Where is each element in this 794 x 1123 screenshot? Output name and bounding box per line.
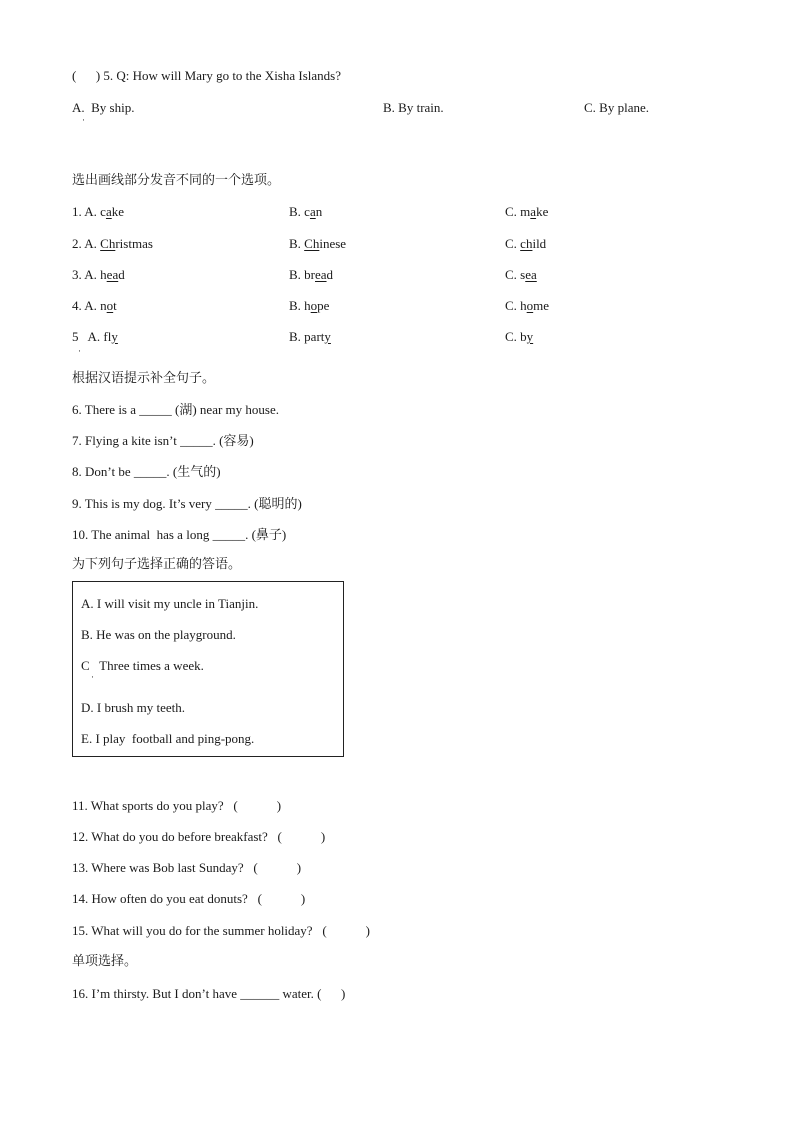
pron-text: C. b bbox=[505, 329, 527, 344]
pron-text: 2. A. bbox=[72, 236, 101, 251]
answer-option-d: D. I brush my teeth. bbox=[81, 700, 185, 715]
dot-mark: · bbox=[91, 672, 94, 682]
underlined-letters: o bbox=[526, 298, 534, 313]
pron-text: 3. A. h bbox=[72, 267, 107, 282]
underlined-letters: a bbox=[105, 204, 112, 219]
pron-text: n bbox=[315, 204, 323, 219]
pron-item-1-c bbox=[505, 204, 548, 220]
underlined-letters: ch bbox=[520, 236, 533, 251]
q5-option-b: B. By train. bbox=[383, 100, 444, 115]
pron-item-3-c bbox=[505, 267, 537, 283]
q5-stem: ( ) 5. Q: How will Mary go to the Xisha Islands? bbox=[72, 68, 341, 83]
pron-text: ristmas bbox=[115, 236, 153, 251]
answer-option-e: E. I play football and ping-pong. bbox=[81, 731, 255, 746]
pron-item-3-a bbox=[72, 267, 125, 283]
pron-item-1-a bbox=[72, 204, 124, 220]
pron-text: ke bbox=[111, 204, 125, 219]
pron-item-5-c bbox=[505, 329, 533, 345]
section-heading-fill: 根据汉语提示补全句子。 bbox=[72, 371, 216, 386]
pron-item-4-b bbox=[289, 298, 329, 314]
pron-text: ild bbox=[532, 236, 547, 251]
underlined-letters: o bbox=[106, 298, 114, 313]
pron-item-4-c bbox=[505, 298, 549, 314]
pron-text: B. br bbox=[289, 267, 315, 282]
pron-text: 1. A. c bbox=[72, 204, 106, 219]
pron-text: ke bbox=[536, 204, 549, 219]
question-13: 13. Where was Bob last Sunday? ( ) bbox=[72, 860, 302, 875]
answer-option-c: C Three times a week. bbox=[81, 658, 204, 673]
section-heading-single: 单项选择。 bbox=[72, 954, 138, 969]
pron-item-4-a bbox=[72, 298, 117, 314]
section-heading-answer: 为下列句子选择正确的答语。 bbox=[72, 557, 242, 572]
pron-item-5-b bbox=[289, 329, 331, 345]
underlined-letters: Ch bbox=[304, 236, 320, 251]
section-heading-pronunciation: 选出画线部分发音不同的一个选项。 bbox=[72, 173, 281, 188]
question-16: 16. I’m thirsty. But I don’t have ______ water. ( ) bbox=[72, 986, 346, 1001]
pron-text: C. h bbox=[505, 298, 527, 313]
dot-mark: · bbox=[82, 115, 85, 125]
pron-text: d bbox=[326, 267, 334, 282]
fill-item-8: 8. Don’t be _____. (生气的) bbox=[72, 464, 221, 479]
pron-item-5-a bbox=[72, 329, 118, 345]
underlined-letters: a bbox=[309, 204, 316, 219]
answer-option-b: B. He was on the playground. bbox=[81, 627, 236, 642]
fill-item-9: 9. This is my dog. It’s very _____. (聪明的) bbox=[72, 496, 302, 511]
dot-mark: · bbox=[78, 346, 81, 356]
pron-item-1-b bbox=[289, 204, 322, 220]
pron-text: 5 A. fl bbox=[72, 329, 112, 344]
underlined-letters: y bbox=[111, 329, 118, 344]
fill-item-10: 10. The animal has a long _____. (鼻子) bbox=[72, 527, 287, 542]
question-15: 15. What will you do for the summer holiday? ( ) bbox=[72, 923, 370, 938]
underlined-letters: ea bbox=[315, 267, 327, 282]
pron-text: me bbox=[533, 298, 550, 313]
pron-item-2-b bbox=[289, 236, 346, 252]
underlined-letters: ea bbox=[106, 267, 119, 282]
q5-option-a: A. By ship. bbox=[72, 100, 135, 115]
pron-text: B. h bbox=[289, 298, 311, 313]
pron-text: B. part bbox=[289, 329, 325, 344]
pron-text: C. m bbox=[505, 204, 531, 219]
pron-text: inese bbox=[319, 236, 347, 251]
question-14: 14. How often do you eat donuts? ( ) bbox=[72, 891, 306, 906]
underlined-letters: Ch bbox=[100, 236, 116, 251]
pron-item-3-b bbox=[289, 267, 333, 283]
underlined-letters: y bbox=[526, 329, 534, 344]
pron-item-2-a bbox=[72, 236, 153, 252]
pron-text: C. s bbox=[505, 267, 526, 282]
answer-option-a: A. I will visit my uncle in Tianjin. bbox=[81, 596, 259, 611]
fill-item-6: 6. There is a _____ (湖) near my house. bbox=[72, 402, 279, 417]
underlined-letters: o bbox=[310, 298, 318, 313]
question-12: 12. What do you do before breakfast? ( ) bbox=[72, 829, 326, 844]
underlined-letters: a bbox=[530, 204, 537, 219]
question-11: 11. What sports do you play? ( ) bbox=[72, 798, 282, 813]
pron-text: B. c bbox=[289, 204, 310, 219]
pron-text: t bbox=[113, 298, 117, 313]
pron-text: 4. A. n bbox=[72, 298, 107, 313]
pron-text: C. bbox=[505, 236, 521, 251]
pron-text: pe bbox=[317, 298, 330, 313]
underlined-letters: y bbox=[324, 329, 331, 344]
pron-text: d bbox=[118, 267, 125, 282]
pron-item-2-c bbox=[505, 236, 546, 252]
answer-options-box bbox=[72, 581, 344, 757]
underlined-letters: ea bbox=[525, 267, 537, 282]
fill-item-7: 7. Flying a kite isn’t _____. (容易) bbox=[72, 433, 254, 448]
pron-text: B. bbox=[289, 236, 305, 251]
q5-option-c: C. By plane. bbox=[584, 100, 649, 115]
